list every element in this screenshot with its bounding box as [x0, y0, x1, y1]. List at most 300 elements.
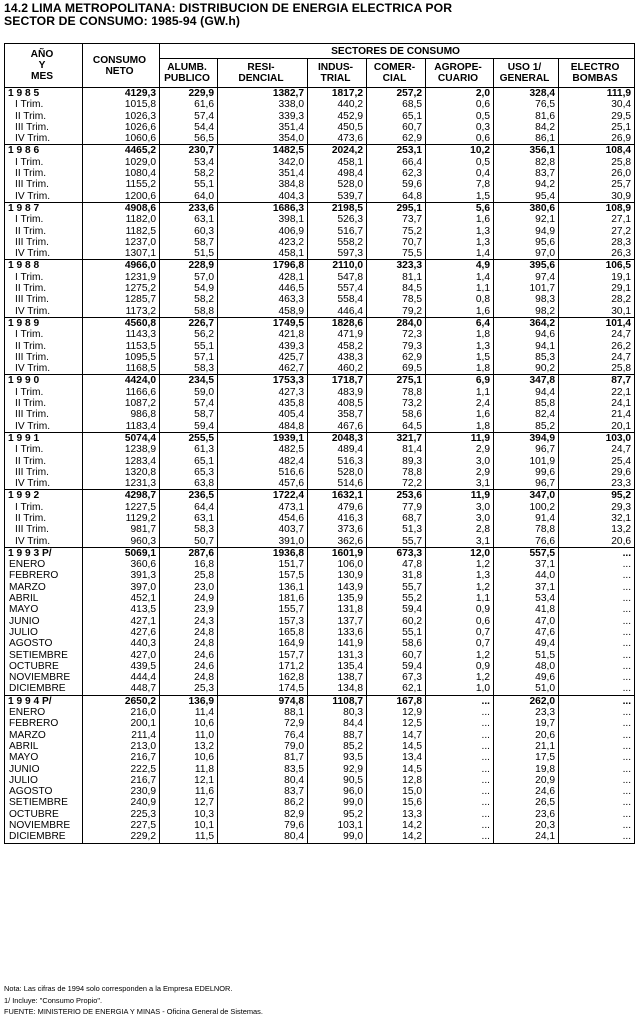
table-row	[5, 797, 635, 808]
table-row	[5, 352, 635, 363]
row-label: FEBRERO	[5, 570, 83, 581]
cell-value: 137,7	[308, 616, 367, 627]
cell-value: 22,1	[559, 387, 635, 398]
footnote-1: Nota: Las cifras de 1994 solo corresponden a la Empresa EDELNOR.	[4, 984, 233, 993]
cell-value: ...	[559, 672, 635, 683]
cell-value: 94,9	[494, 226, 559, 237]
cell-value: 99,0	[308, 797, 367, 808]
cell-value: ...	[559, 616, 635, 627]
cell-value: 84,4	[308, 718, 367, 729]
cell-value: 11,4	[160, 707, 218, 718]
cell-value: 49,4	[494, 638, 559, 649]
cell-value: ...	[559, 730, 635, 741]
cell-value: 96,7	[494, 444, 559, 455]
cell-value: 528,0	[308, 467, 367, 478]
cell-value: 425,7	[218, 352, 308, 363]
table-row	[5, 707, 635, 718]
cell-value: 211,4	[83, 730, 160, 741]
cell-value: 79,2	[367, 306, 426, 318]
table-row	[5, 409, 635, 420]
table-row	[5, 718, 635, 729]
cell-value: ...	[559, 661, 635, 672]
cell-value: 452,9	[308, 111, 367, 122]
cell-value: ...	[559, 707, 635, 718]
cell-value: 1,6	[426, 409, 494, 420]
row-label: I Trim.	[5, 157, 83, 168]
row-label: JULIO	[5, 775, 83, 786]
cell-value: 458,2	[308, 341, 367, 352]
cell-value: 1153,5	[83, 341, 160, 352]
cell-value: 0,5	[426, 111, 494, 122]
row-label: FEBRERO	[5, 718, 83, 729]
cell-value: 53,4	[160, 157, 218, 168]
cell-value: 1143,3	[83, 329, 160, 340]
cell-value: 1155,2	[83, 179, 160, 190]
cell-value: 24,7	[559, 329, 635, 340]
cell-value: 1,5	[426, 352, 494, 363]
cell-value: 1,3	[426, 341, 494, 352]
cell-value: ...	[559, 604, 635, 615]
header-year-month	[5, 44, 83, 88]
cell-value: 438,3	[308, 352, 367, 363]
table-row	[5, 524, 635, 535]
cell-value: 92,9	[308, 764, 367, 775]
header-sector-alumb-publico: ALUMB. PUBLICO	[160, 59, 218, 88]
cell-value: 1,8	[426, 329, 494, 340]
cell-value: 1,2	[426, 582, 494, 593]
cell-value: 342,0	[218, 157, 308, 168]
table-row	[5, 133, 635, 145]
cell-value: 70,7	[367, 237, 426, 248]
table-row	[5, 764, 635, 775]
cell-value: 1227,5	[83, 502, 160, 513]
header-month-label: MES	[30, 71, 54, 82]
cell-value: 76,4	[218, 730, 308, 741]
cell-value: 67,3	[367, 672, 426, 683]
cell-value: 30,1	[559, 306, 635, 318]
cell-value: 222,5	[83, 764, 160, 775]
cell-value: 85,8	[494, 398, 559, 409]
cell-value: ...	[426, 831, 494, 843]
cell-value: 0,6	[426, 133, 494, 145]
cell-value: 467,6	[308, 421, 367, 433]
row-label: II Trim.	[5, 513, 83, 524]
table-row	[5, 456, 635, 467]
cell-value: 20,6	[494, 730, 559, 741]
cell-value: 32,1	[559, 513, 635, 524]
cell-value: 167,8	[367, 695, 426, 707]
cell-value: 55,1	[160, 179, 218, 190]
cell-value: 64,5	[367, 421, 426, 433]
cell-value: 1939,1	[218, 432, 308, 444]
table-row	[5, 99, 635, 110]
row-label: ABRIL	[5, 741, 83, 752]
table-row	[5, 329, 635, 340]
cell-value: 26,2	[559, 341, 635, 352]
cell-value: 60,7	[367, 650, 426, 661]
cell-value: 58,7	[160, 409, 218, 420]
cell-value: 364,2	[494, 317, 559, 329]
row-label: III Trim.	[5, 237, 83, 248]
cell-value: 56,5	[160, 133, 218, 145]
table-row	[5, 168, 635, 179]
table-row	[5, 593, 635, 604]
cell-value: 462,7	[218, 363, 308, 375]
cell-value: 463,3	[218, 294, 308, 305]
row-label: 1 9 9 4 P/	[5, 695, 83, 707]
cell-value: 106,0	[308, 559, 367, 570]
cell-value: 65,3	[160, 467, 218, 478]
row-label: JUNIO	[5, 616, 83, 627]
cell-value: 2,4	[426, 398, 494, 409]
row-label: I Trim.	[5, 329, 83, 340]
cell-value: 83,5	[218, 764, 308, 775]
cell-value: 514,6	[308, 478, 367, 490]
cell-value: 157,7	[218, 650, 308, 661]
cell-value: 80,4	[218, 831, 308, 843]
cell-value: 80,3	[308, 707, 367, 718]
cell-value: ...	[559, 593, 635, 604]
cell-value: 15,6	[367, 797, 426, 808]
cell-value: 87,7	[559, 375, 635, 387]
cell-value: 253,1	[367, 145, 426, 157]
cell-value: 1182,5	[83, 226, 160, 237]
cell-value: 12,5	[367, 718, 426, 729]
cell-value: 24,8	[160, 627, 218, 638]
cell-value: 397,0	[83, 582, 160, 593]
table-row	[5, 536, 635, 548]
cell-value: 974,8	[218, 695, 308, 707]
cell-value: 25,3	[160, 683, 218, 695]
cell-value: 1182,0	[83, 214, 160, 225]
cell-value: ...	[559, 718, 635, 729]
cell-value: 2,9	[426, 444, 494, 455]
cell-value: 228,9	[160, 260, 218, 272]
header-sector-electrobombas: ELECTRO BOMBAS	[559, 59, 635, 88]
cell-value: 391,0	[218, 536, 308, 548]
cell-value: 230,9	[83, 786, 160, 797]
cell-value: 4424,0	[83, 375, 160, 387]
cell-value: 416,3	[308, 513, 367, 524]
cell-value: 82,9	[218, 809, 308, 820]
cell-value: 1275,2	[83, 283, 160, 294]
cell-value: ...	[559, 786, 635, 797]
cell-value: 1,6	[426, 214, 494, 225]
table-row	[5, 237, 635, 248]
cell-value: 55,2	[367, 593, 426, 604]
cell-value: 1026,3	[83, 111, 160, 122]
cell-value: 440,2	[308, 99, 367, 110]
cell-value: 64,8	[367, 191, 426, 203]
row-label: I Trim.	[5, 214, 83, 225]
cell-value: 79,3	[367, 341, 426, 352]
cell-value: 557,4	[308, 283, 367, 294]
cell-value: 72,2	[367, 478, 426, 490]
cell-value: ...	[426, 741, 494, 752]
cell-value: 55,1	[367, 627, 426, 638]
cell-value: 4908,6	[83, 202, 160, 214]
cell-value: 4560,8	[83, 317, 160, 329]
cell-value: 64,4	[160, 502, 218, 513]
cell-value: 1307,1	[83, 248, 160, 260]
cell-value: 106,5	[559, 260, 635, 272]
cell-value: 37,1	[494, 582, 559, 593]
cell-value: 51,3	[367, 524, 426, 535]
cell-value: 1108,7	[308, 695, 367, 707]
cell-value: 339,3	[218, 111, 308, 122]
cell-value: 471,9	[308, 329, 367, 340]
header-sectors: SECTORES DE CONSUMO	[160, 44, 635, 59]
cell-value: 321,7	[367, 432, 426, 444]
row-label: I Trim.	[5, 272, 83, 283]
cell-value: 62,1	[367, 683, 426, 695]
cell-value: 59,4	[367, 604, 426, 615]
cell-value: 66,4	[367, 157, 426, 168]
cell-value: 62,3	[367, 168, 426, 179]
cell-value: ...	[426, 752, 494, 763]
cell-value: 234,5	[160, 375, 218, 387]
row-label: 1 9 9 3 P/	[5, 547, 83, 559]
cell-value: 165,8	[218, 627, 308, 638]
row-label: IV Trim.	[5, 133, 83, 145]
cell-value: 11,6	[160, 786, 218, 797]
cell-value: 1231,9	[83, 272, 160, 283]
table-row	[5, 775, 635, 786]
cell-value: 4298,7	[83, 490, 160, 502]
cell-value: 391,3	[83, 570, 160, 581]
cell-value: 482,5	[218, 444, 308, 455]
cell-value: 1129,2	[83, 513, 160, 524]
cell-value: 55,7	[367, 536, 426, 548]
cell-value: 96,0	[308, 786, 367, 797]
cell-value: 395,6	[494, 260, 559, 272]
cell-value: 4966,0	[83, 260, 160, 272]
cell-value: 11,5	[160, 831, 218, 843]
cell-value: 131,8	[308, 604, 367, 615]
cell-value: 68,7	[367, 513, 426, 524]
row-label: 1 9 8 9	[5, 317, 83, 329]
cell-value: 108,4	[559, 145, 635, 157]
cell-value: 394,9	[494, 432, 559, 444]
table-row	[5, 111, 635, 122]
cell-value: 72,9	[218, 718, 308, 729]
cell-value: 13,3	[367, 809, 426, 820]
table-row-year	[5, 547, 635, 559]
table-row	[5, 341, 635, 352]
cell-value: 0,3	[426, 122, 494, 133]
cell-value: 57,4	[160, 111, 218, 122]
cell-value: 57,0	[160, 272, 218, 283]
cell-value: 1029,0	[83, 157, 160, 168]
cell-value: 82,4	[494, 409, 559, 420]
cell-value: 15,0	[367, 786, 426, 797]
cell-value: 358,7	[308, 409, 367, 420]
cell-value: ...	[559, 820, 635, 831]
cell-value: 23,9	[160, 604, 218, 615]
cell-value: 12,9	[367, 707, 426, 718]
cell-value: 174,5	[218, 683, 308, 695]
cell-value: 2048,3	[308, 432, 367, 444]
cell-value: 226,7	[160, 317, 218, 329]
cell-value: 86,2	[218, 797, 308, 808]
cell-value: 5074,4	[83, 432, 160, 444]
cell-value: 81,6	[494, 111, 559, 122]
cell-value: 1,0	[426, 683, 494, 695]
cell-value: 90,5	[308, 775, 367, 786]
cell-value: 78,8	[494, 524, 559, 535]
cell-value: 1,6	[426, 306, 494, 318]
row-label: 1 9 9 1	[5, 432, 83, 444]
cell-value: 94,4	[494, 387, 559, 398]
cell-value: 1080,4	[83, 168, 160, 179]
cell-value: 483,9	[308, 387, 367, 398]
header-year-label: AÑO	[30, 49, 54, 60]
cell-value: 473,1	[218, 502, 308, 513]
cell-value: ...	[559, 570, 635, 581]
cell-value: 51,5	[494, 650, 559, 661]
cell-value: 1238,9	[83, 444, 160, 455]
cell-value: 1,3	[426, 570, 494, 581]
cell-value: 3,0	[426, 513, 494, 524]
cell-value: 673,3	[367, 547, 426, 559]
cell-value: 1936,8	[218, 547, 308, 559]
cell-value: 0,9	[426, 661, 494, 672]
cell-value: ...	[559, 559, 635, 570]
cell-value: 427,1	[83, 616, 160, 627]
header-sector-industrial: INDUS- TRIAL	[308, 59, 367, 88]
cell-value: 20,6	[559, 536, 635, 548]
table-row	[5, 661, 635, 672]
cell-value: 81,1	[367, 272, 426, 283]
row-label: MAYO	[5, 752, 83, 763]
cell-value: 25,4	[559, 456, 635, 467]
cell-value: 76,6	[494, 536, 559, 548]
cell-value: 51,0	[494, 683, 559, 695]
cell-value: 960,3	[83, 536, 160, 548]
cell-value: 435,8	[218, 398, 308, 409]
cell-value: 439,3	[218, 341, 308, 352]
footnotes	[4, 983, 263, 1018]
row-label: II Trim.	[5, 283, 83, 294]
cell-value: 354,0	[218, 133, 308, 145]
row-label: III Trim.	[5, 179, 83, 190]
cell-value: 75,2	[367, 226, 426, 237]
table-row	[5, 467, 635, 478]
cell-value: 1,8	[426, 421, 494, 433]
cell-value: 97,0	[494, 248, 559, 260]
row-label: DICIEMBRE	[5, 831, 83, 843]
cell-value: 427,3	[218, 387, 308, 398]
title-line-1: 14.2 LIMA METROPOLITANA: DISTRIBUCION DE ENERGIA ELECTRICA POR	[4, 1, 453, 15]
cell-value: ...	[426, 695, 494, 707]
cell-value: 1,2	[426, 650, 494, 661]
cell-value: 47,8	[367, 559, 426, 570]
cell-value: 558,4	[308, 294, 367, 305]
cell-value: 1,1	[426, 593, 494, 604]
cell-value: 24,7	[559, 352, 635, 363]
cell-value: ...	[559, 797, 635, 808]
cell-value: 484,8	[218, 421, 308, 433]
cell-value: 0,9	[426, 604, 494, 615]
cell-value: 24,8	[160, 638, 218, 649]
row-label: AGOSTO	[5, 786, 83, 797]
row-label: OCTUBRE	[5, 661, 83, 672]
cell-value: 26,5	[494, 797, 559, 808]
cell-value: 460,2	[308, 363, 367, 375]
cell-value: 5069,1	[83, 547, 160, 559]
cell-value: 138,7	[308, 672, 367, 683]
cell-value: 498,4	[308, 168, 367, 179]
cell-value: 1722,4	[218, 490, 308, 502]
cell-value: 4465,2	[83, 145, 160, 157]
cell-value: 225,3	[83, 809, 160, 820]
row-label: OCTUBRE	[5, 809, 83, 820]
cell-value: 92,1	[494, 214, 559, 225]
cell-value: 103,1	[308, 820, 367, 831]
cell-value: 384,8	[218, 179, 308, 190]
cell-value: 101,7	[494, 283, 559, 294]
cell-value: 5,6	[426, 202, 494, 214]
table-row	[5, 730, 635, 741]
cell-value: 61,3	[160, 444, 218, 455]
cell-value: ...	[559, 683, 635, 695]
row-label: II Trim.	[5, 168, 83, 179]
cell-value: 84,2	[494, 122, 559, 133]
table-row	[5, 741, 635, 752]
table-row	[5, 513, 635, 524]
cell-value: 141,9	[308, 638, 367, 649]
table-row-year	[5, 375, 635, 387]
row-label: ABRIL	[5, 593, 83, 604]
table-row	[5, 157, 635, 168]
cell-value: 21,1	[494, 741, 559, 752]
cell-value: 229,9	[160, 88, 218, 100]
cell-value: ...	[426, 820, 494, 831]
cell-value: ...	[559, 764, 635, 775]
cell-value: 1,4	[426, 248, 494, 260]
cell-value: 16,8	[160, 559, 218, 570]
table-row-year	[5, 432, 635, 444]
cell-value: 20,9	[494, 775, 559, 786]
cell-value: 1,4	[426, 272, 494, 283]
page-title	[4, 2, 452, 28]
cell-value: 14,5	[367, 764, 426, 775]
cell-value: 23,3	[559, 478, 635, 490]
cell-value: 60,7	[367, 122, 426, 133]
cell-value: 262,0	[494, 695, 559, 707]
cell-value: 1,8	[426, 363, 494, 375]
cell-value: 14,2	[367, 820, 426, 831]
cell-value: 85,2	[494, 421, 559, 433]
cell-value: 0,8	[426, 294, 494, 305]
cell-value: 99,0	[308, 831, 367, 843]
cell-value: 403,7	[218, 524, 308, 535]
cell-value: 88,7	[308, 730, 367, 741]
cell-value: 20,3	[494, 820, 559, 831]
cell-value: 457,6	[218, 478, 308, 490]
cell-value: 24,6	[160, 661, 218, 672]
table-row	[5, 559, 635, 570]
cell-value: 452,1	[83, 593, 160, 604]
cell-value: 275,1	[367, 375, 426, 387]
cell-value: 253,6	[367, 490, 426, 502]
cell-value: 72,3	[367, 329, 426, 340]
cell-value: 94,1	[494, 341, 559, 352]
cell-value: 3,0	[426, 502, 494, 513]
cell-value: 63,8	[160, 478, 218, 490]
cell-value: 136,1	[218, 582, 308, 593]
row-label: IV Trim.	[5, 306, 83, 318]
